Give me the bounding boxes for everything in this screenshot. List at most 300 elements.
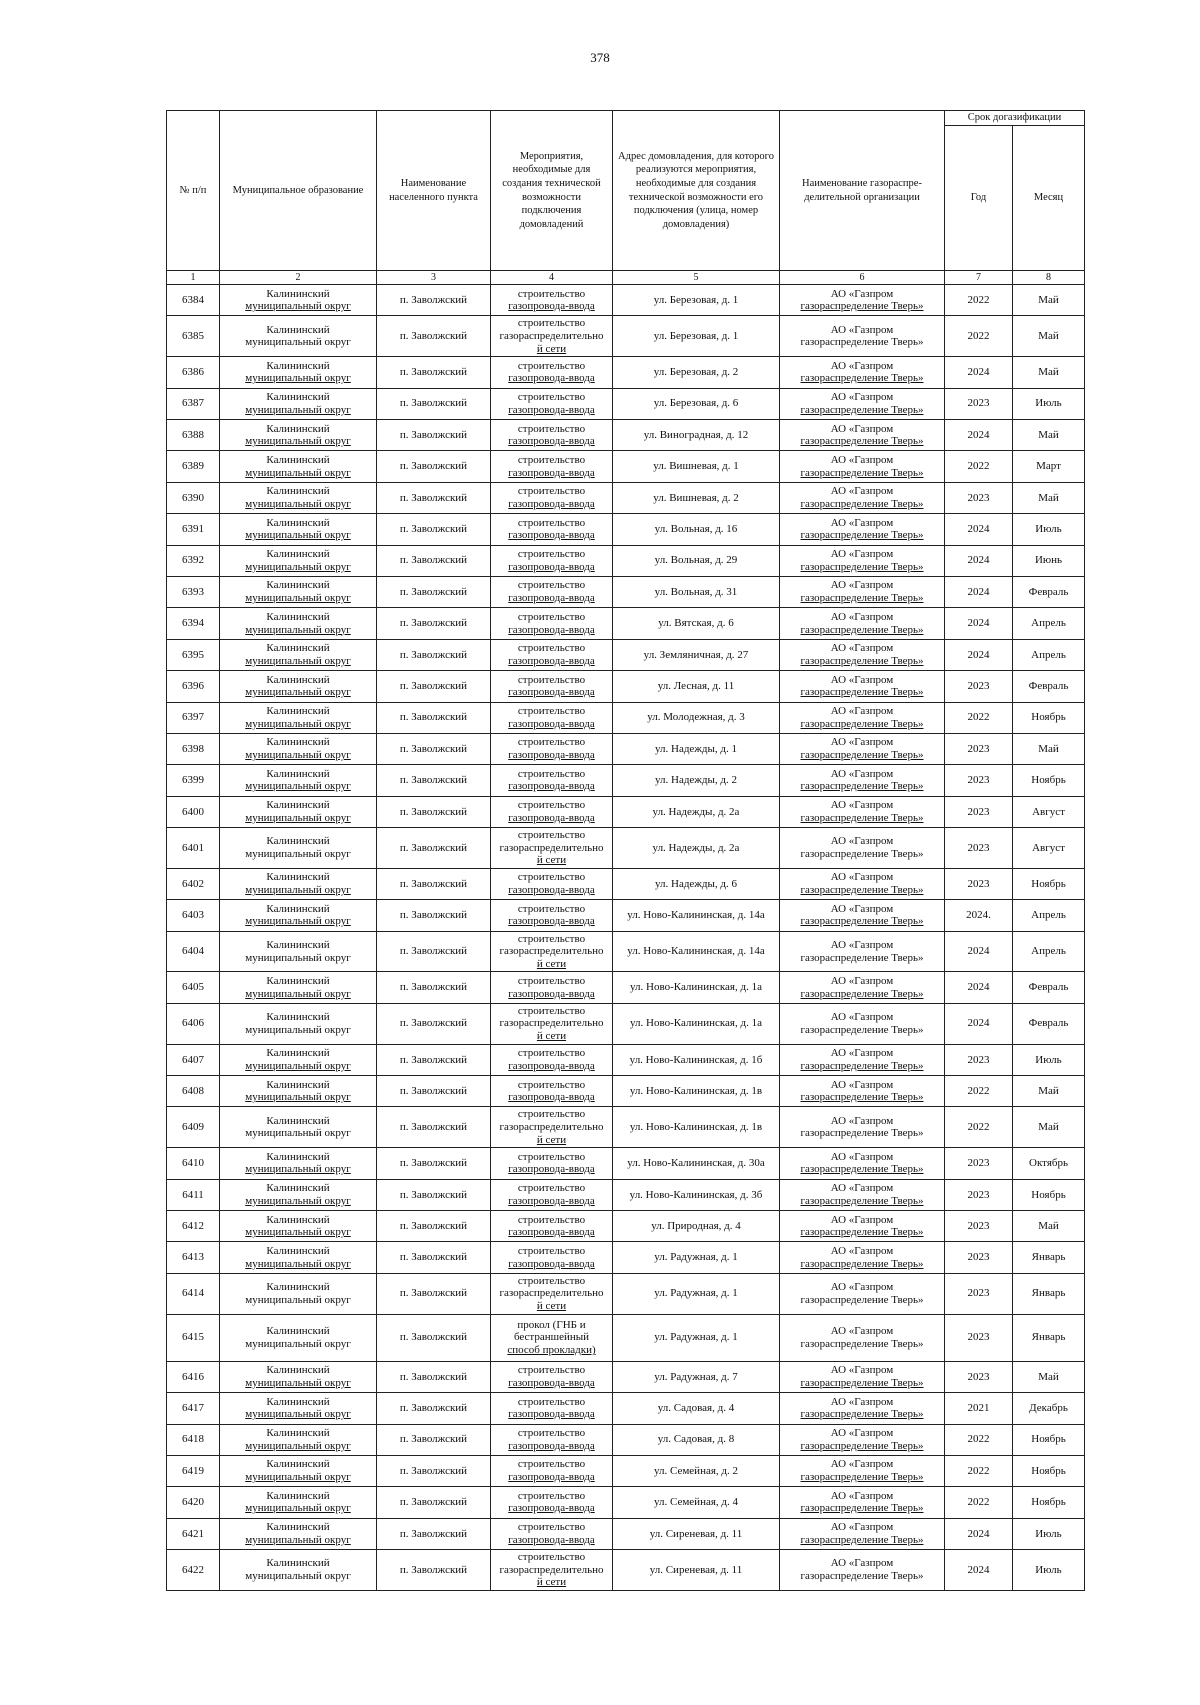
column-number: 6: [780, 271, 945, 285]
year-cell: 2024: [945, 576, 1013, 607]
measure-line: газопровода-ввода: [508, 1408, 595, 1421]
municipality-line: муниципальный округ: [245, 951, 351, 964]
measure-line: строительство: [517, 548, 586, 561]
address-cell: ул. Молодежная, д. 3: [613, 702, 780, 733]
organization-line: АО «Газпром: [830, 516, 894, 529]
municipality-cell: [220, 608, 377, 639]
organization-line: газораспределение Тверь»: [800, 951, 924, 964]
organization-line: газораспределение Тверь»: [800, 1163, 924, 1176]
measure-cell: [491, 1076, 613, 1107]
address-cell: ул. Семейная, д. 2: [613, 1455, 780, 1486]
month-cell: Апрель: [1013, 900, 1085, 931]
organization-line: АО «Газпром: [830, 871, 894, 884]
municipality-line: Калининский: [266, 1364, 330, 1377]
table-row: [167, 608, 1085, 639]
organization-line: АО «Газпром: [830, 1427, 894, 1440]
month-cell: Апрель: [1013, 608, 1085, 639]
measure-cell: [491, 1148, 613, 1179]
organization-line: АО «Газпром: [830, 1078, 894, 1091]
row-number: 6389: [167, 451, 220, 482]
row-number: 6415: [167, 1314, 220, 1361]
year-cell: 2023: [945, 733, 1013, 764]
table-row: [167, 1424, 1085, 1455]
measure-cell: [491, 1003, 613, 1044]
organization-line: газораспределение Тверь»: [800, 1091, 924, 1104]
locality-cell: п. Заволжский: [377, 514, 491, 545]
year-cell: 2024: [945, 931, 1013, 972]
organization-line: АО «Газпром: [830, 705, 894, 718]
measure-line: строительство: [517, 1458, 586, 1471]
municipality-line: муниципальный округ: [245, 1023, 351, 1036]
municipality-cell: [220, 765, 377, 796]
year-cell: 2024: [945, 1518, 1013, 1549]
organization-line: газораспределение Тверь»: [800, 435, 924, 448]
year-cell: 2023: [945, 796, 1013, 827]
municipality-line: муниципальный округ: [245, 987, 351, 1000]
municipality-line: муниципальный округ: [245, 1091, 351, 1104]
municipality-cell: [220, 733, 377, 764]
address-cell: ул. Радужная, д. 7: [613, 1361, 780, 1392]
month-cell: Ноябрь: [1013, 868, 1085, 899]
measure-line: строительство: [517, 975, 586, 988]
municipality-line: Калининский: [266, 1281, 330, 1294]
municipality-line: Калининский: [266, 705, 330, 718]
measure-cell: [491, 1211, 613, 1242]
measure-cell: [491, 1424, 613, 1455]
address-cell: ул. Ново-Калининская, д. 30а: [613, 1148, 780, 1179]
measure-line: строительство: [517, 1274, 586, 1287]
organization-line: газораспределение Тверь»: [800, 1408, 924, 1421]
year-cell: 2023: [945, 388, 1013, 419]
municipality-line: муниципальный округ: [245, 403, 351, 416]
organization-line: АО «Газпром: [830, 1213, 894, 1226]
locality-cell: п. Заволжский: [377, 1361, 491, 1392]
measure-cell: [491, 576, 613, 607]
table-row: [167, 1273, 1085, 1314]
organization-cell: [780, 1242, 945, 1273]
year-cell: 2024: [945, 1550, 1013, 1591]
table-row: [167, 482, 1085, 513]
municipality-cell: [220, 451, 377, 482]
month-cell: Май: [1013, 1361, 1085, 1392]
measure-cell: [491, 1179, 613, 1210]
organization-line: АО «Газпром: [830, 799, 894, 812]
locality-cell: п. Заволжский: [377, 357, 491, 388]
measure-line: газораспределительно: [499, 1563, 604, 1576]
organization-line: АО «Газпром: [830, 1244, 894, 1257]
address-cell: ул. Семейная, д. 4: [613, 1487, 780, 1518]
organization-line: АО «Газпром: [830, 835, 894, 848]
measure-line: строительство: [517, 1551, 586, 1564]
measure-line: строительство: [517, 359, 586, 372]
address-cell: ул. Вольная, д. 16: [613, 514, 780, 545]
municipality-line: муниципальный округ: [245, 686, 351, 699]
municipality-cell: [220, 796, 377, 827]
municipality-line: Калининский: [266, 1395, 330, 1408]
measure-cell: [491, 1314, 613, 1361]
month-cell: Октябрь: [1013, 1148, 1085, 1179]
table-row: [167, 765, 1085, 796]
organization-line: АО «Газпром: [830, 1395, 894, 1408]
table-row: [167, 1487, 1085, 1518]
organization-line: АО «Газпром: [830, 1557, 894, 1570]
row-number: 6416: [167, 1361, 220, 1392]
measure-cell: [491, 1242, 613, 1273]
locality-cell: п. Заволжский: [377, 733, 491, 764]
measure-line: газопровода-ввода: [508, 1533, 595, 1546]
municipality-cell: [220, 702, 377, 733]
measure-line: газораспределительно: [499, 1121, 604, 1134]
row-number: 6393: [167, 576, 220, 607]
measure-line: газопровода-ввода: [508, 300, 595, 313]
month-cell: Апрель: [1013, 639, 1085, 670]
measure-line: строительство: [517, 642, 586, 655]
locality-cell: п. Заволжский: [377, 1455, 491, 1486]
measure-line: строительство: [517, 317, 586, 330]
organization-cell: [780, 451, 945, 482]
measure-line: й сети: [536, 1030, 567, 1043]
month-cell: Май: [1013, 316, 1085, 357]
locality-cell: п. Заволжский: [377, 828, 491, 869]
measure-line: газораспределительно: [499, 945, 604, 958]
organization-cell: [780, 796, 945, 827]
municipality-cell: [220, 1211, 377, 1242]
table-row: [167, 671, 1085, 702]
measure-line: газораспределительно: [499, 329, 604, 342]
year-cell: 2022: [945, 451, 1013, 482]
year-cell: 2022: [945, 285, 1013, 316]
municipality-cell: [220, 419, 377, 450]
organization-cell: [780, 828, 945, 869]
organization-line: газораспределение Тверь»: [800, 1502, 924, 1515]
municipality-line: муниципальный округ: [245, 1439, 351, 1452]
municipality-line: муниципальный округ: [245, 466, 351, 479]
locality-cell: п. Заволжский: [377, 1424, 491, 1455]
table-row: [167, 316, 1085, 357]
municipality-cell: [220, 868, 377, 899]
measure-line: газораспределительно: [499, 1287, 604, 1300]
table-row: [167, 1314, 1085, 1361]
measure-cell: [491, 1518, 613, 1549]
organization-cell: [780, 1107, 945, 1148]
measure-line: газопровода-ввода: [508, 623, 595, 636]
address-cell: ул. Надежды, д. 2а: [613, 796, 780, 827]
municipality-line: муниципальный округ: [245, 1257, 351, 1270]
locality-cell: п. Заволжский: [377, 576, 491, 607]
month-cell: Май: [1013, 357, 1085, 388]
row-number: 6422: [167, 1550, 220, 1591]
row-number: 6398: [167, 733, 220, 764]
municipality-line: муниципальный округ: [245, 435, 351, 448]
measure-line: строительство: [517, 799, 586, 812]
locality-cell: п. Заволжский: [377, 1076, 491, 1107]
municipality-line: муниципальный округ: [245, 1471, 351, 1484]
locality-cell: п. Заволжский: [377, 1242, 491, 1273]
address-cell: ул. Надежды, д. 2: [613, 765, 780, 796]
organization-cell: [780, 1518, 945, 1549]
month-cell: Ноябрь: [1013, 1179, 1085, 1210]
measure-line: газопровода-ввода: [508, 1194, 595, 1207]
organization-cell: [780, 514, 945, 545]
address-cell: ул. Вольная, д. 29: [613, 545, 780, 576]
table-row: [167, 451, 1085, 482]
organization-line: АО «Газпром: [830, 323, 894, 336]
organization-line: газораспределение Тверь»: [800, 372, 924, 385]
measure-line: газопровода-ввода: [508, 811, 595, 824]
measure-cell: [491, 482, 613, 513]
organization-cell: [780, 576, 945, 607]
municipality-line: муниципальный округ: [245, 1533, 351, 1546]
row-number: 6410: [167, 1148, 220, 1179]
column-number: 8: [1013, 271, 1085, 285]
municipality-line: муниципальный округ: [245, 717, 351, 730]
organization-cell: [780, 316, 945, 357]
measure-line: газопровода-ввода: [508, 1226, 595, 1239]
organization-line: АО «Газпром: [830, 453, 894, 466]
year-cell: 2024: [945, 639, 1013, 670]
column-number: 2: [220, 271, 377, 285]
organization-line: АО «Газпром: [830, 767, 894, 780]
table-row: [167, 868, 1085, 899]
organization-line: газораспределение Тверь»: [800, 497, 924, 510]
year-cell: 2024: [945, 1003, 1013, 1044]
address-cell: ул. Вишневая, д. 2: [613, 482, 780, 513]
organization-line: газораспределение Тверь»: [800, 1533, 924, 1546]
municipality-cell: [220, 1242, 377, 1273]
measure-line: строительство: [517, 871, 586, 884]
measure-cell: [491, 733, 613, 764]
row-number: 6386: [167, 357, 220, 388]
measure-line: газопровода-ввода: [508, 915, 595, 928]
year-cell: 2023: [945, 828, 1013, 869]
year-cell: 2023: [945, 1314, 1013, 1361]
measure-line: й сети: [536, 342, 567, 355]
organization-line: АО «Газпром: [830, 485, 894, 498]
month-cell: Февраль: [1013, 671, 1085, 702]
month-cell: Февраль: [1013, 1003, 1085, 1044]
organization-line: газораспределение Тверь»: [800, 623, 924, 636]
municipality-line: Калининский: [266, 1047, 330, 1060]
measure-line: газопровода-ввода: [508, 1439, 595, 1452]
locality-cell: п. Заволжский: [377, 972, 491, 1003]
measure-line: газопровода-ввода: [508, 592, 595, 605]
municipality-line: Калининский: [266, 1521, 330, 1534]
month-cell: Ноябрь: [1013, 1487, 1085, 1518]
year-cell: 2024: [945, 608, 1013, 639]
table-row: [167, 1107, 1085, 1148]
municipality-line: муниципальный округ: [245, 300, 351, 313]
address-cell: ул. Березовая, д. 6: [613, 388, 780, 419]
organization-line: АО «Газпром: [830, 902, 894, 915]
municipality-line: Калининский: [266, 835, 330, 848]
municipality-cell: [220, 357, 377, 388]
organization-line: АО «Газпром: [830, 1047, 894, 1060]
organization-line: газораспределение Тверь»: [800, 1570, 924, 1583]
municipality-line: муниципальный округ: [245, 1376, 351, 1389]
locality-cell: п. Заволжский: [377, 1003, 491, 1044]
municipality-line: муниципальный округ: [245, 654, 351, 667]
year-cell: 2022: [945, 1076, 1013, 1107]
municipality-line: муниципальный округ: [245, 1226, 351, 1239]
row-number: 6399: [167, 765, 220, 796]
row-number: 6411: [167, 1179, 220, 1210]
organization-line: газораспределение Тверь»: [800, 1226, 924, 1239]
measure-line: строительство: [517, 1047, 586, 1060]
measure-cell: [491, 1044, 613, 1075]
row-number: 6419: [167, 1455, 220, 1486]
municipality-cell: [220, 388, 377, 419]
locality-cell: п. Заволжский: [377, 900, 491, 931]
year-cell: 2024: [945, 545, 1013, 576]
municipality-line: муниципальный округ: [245, 1293, 351, 1306]
measure-line: строительство: [517, 736, 586, 749]
address-cell: ул. Вятская, д. 6: [613, 608, 780, 639]
row-number: 6414: [167, 1273, 220, 1314]
organization-line: газораспределение Тверь»: [800, 1257, 924, 1270]
municipality-cell: [220, 1550, 377, 1591]
row-number: 6397: [167, 702, 220, 733]
organization-line: АО «Газпром: [830, 736, 894, 749]
month-cell: Июль: [1013, 514, 1085, 545]
measure-line: газопровода-ввода: [508, 884, 595, 897]
municipality-line: Калининский: [266, 938, 330, 951]
municipality-cell: [220, 514, 377, 545]
table-row: [167, 1518, 1085, 1549]
organization-line: АО «Газпром: [830, 548, 894, 561]
year-cell: 2023: [945, 482, 1013, 513]
municipality-line: муниципальный округ: [245, 623, 351, 636]
year-cell: 2023: [945, 765, 1013, 796]
table-row: [167, 1455, 1085, 1486]
municipality-line: муниципальный округ: [245, 592, 351, 605]
row-number: 6405: [167, 972, 220, 1003]
measure-cell: [491, 639, 613, 670]
measure-line: газопровода-ввода: [508, 1091, 595, 1104]
locality-cell: п. Заволжский: [377, 671, 491, 702]
municipality-line: муниципальный округ: [245, 811, 351, 824]
organization-line: АО «Газпром: [830, 673, 894, 686]
municipality-line: Калининский: [266, 1325, 330, 1338]
organization-cell: [780, 702, 945, 733]
column-number: 4: [491, 271, 613, 285]
municipality-line: Калининский: [266, 736, 330, 749]
measure-line: газопровода-ввода: [508, 717, 595, 730]
measure-cell: [491, 388, 613, 419]
measure-cell: [491, 608, 613, 639]
measure-line: газопровода-ввода: [508, 686, 595, 699]
year-cell: 2024.: [945, 900, 1013, 931]
measure-cell: [491, 514, 613, 545]
organization-cell: [780, 765, 945, 796]
measure-line: газопровода-ввода: [508, 403, 595, 416]
address-cell: ул. Ново-Калининская, д. 14а: [613, 931, 780, 972]
measure-line: газопровода-ввода: [508, 1257, 595, 1270]
organization-cell: [780, 1455, 945, 1486]
locality-cell: п. Заволжский: [377, 608, 491, 639]
measure-line: строительство: [517, 579, 586, 592]
table-row: [167, 1044, 1085, 1075]
measure-line: й сети: [536, 1576, 567, 1589]
municipality-line: муниципальный округ: [245, 497, 351, 510]
organization-cell: [780, 1148, 945, 1179]
measure-line: газопровода-ввода: [508, 1163, 595, 1176]
municipality-line: муниципальный округ: [245, 1570, 351, 1583]
address-cell: ул. Надежды, д. 1: [613, 733, 780, 764]
table-row: [167, 1003, 1085, 1044]
measure-cell: [491, 1107, 613, 1148]
month-cell: Ноябрь: [1013, 765, 1085, 796]
month-cell: Август: [1013, 828, 1085, 869]
municipality-cell: [220, 1393, 377, 1424]
address-cell: ул. Ново-Калининская, д. 1а: [613, 1003, 780, 1044]
organization-line: АО «Газпром: [830, 1458, 894, 1471]
organization-cell: [780, 1487, 945, 1518]
organization-line: газораспределение Тверь»: [800, 987, 924, 1000]
organization-cell: [780, 1314, 945, 1361]
organization-line: АО «Газпром: [830, 391, 894, 404]
row-number: 6392: [167, 545, 220, 576]
measure-line: строительство: [517, 767, 586, 780]
measure-line: газопровода-ввода: [508, 372, 595, 385]
organization-cell: [780, 419, 945, 450]
locality-cell: п. Заволжский: [377, 868, 491, 899]
municipality-cell: [220, 576, 377, 607]
locality-cell: п. Заволжский: [377, 1518, 491, 1549]
locality-cell: п. Заволжский: [377, 1148, 491, 1179]
locality-cell: п. Заволжский: [377, 1550, 491, 1591]
measure-line: газопровода-ввода: [508, 497, 595, 510]
locality-cell: п. Заволжский: [377, 796, 491, 827]
address-cell: ул. Ново-Калининская, д. 14а: [613, 900, 780, 931]
municipality-line: Калининский: [266, 579, 330, 592]
measure-line: строительство: [517, 902, 586, 915]
header-measures: Мероприятия, необходимые для создания технической возможности подключения домовладений: [491, 111, 613, 271]
month-cell: Май: [1013, 733, 1085, 764]
measure-line: газопровода-ввода: [508, 435, 595, 448]
locality-cell: п. Заволжский: [377, 702, 491, 733]
measure-cell: [491, 900, 613, 931]
organization-line: газораспределение Тверь»: [800, 717, 924, 730]
measure-line: строительство: [517, 705, 586, 718]
organization-line: газораспределение Тверь»: [800, 1471, 924, 1484]
address-cell: ул. Радужная, д. 1: [613, 1314, 780, 1361]
municipality-line: Калининский: [266, 359, 330, 372]
measure-line: строительство: [517, 453, 586, 466]
year-cell: 2024: [945, 514, 1013, 545]
municipality-line: муниципальный округ: [245, 749, 351, 762]
measure-line: строительство: [517, 1395, 586, 1408]
locality-cell: п. Заволжский: [377, 1179, 491, 1210]
municipality-line: Калининский: [266, 287, 330, 300]
measure-line: строительство: [517, 287, 586, 300]
measure-line: строительство: [517, 1213, 586, 1226]
year-cell: 2021: [945, 1393, 1013, 1424]
row-number: 6395: [167, 639, 220, 670]
year-cell: 2022: [945, 1455, 1013, 1486]
address-cell: ул. Природная, д. 4: [613, 1211, 780, 1242]
measure-line: газопровода-ввода: [508, 1059, 595, 1072]
row-number: 6407: [167, 1044, 220, 1075]
locality-cell: п. Заволжский: [377, 1107, 491, 1148]
organization-line: АО «Газпром: [830, 975, 894, 988]
organization-line: АО «Газпром: [830, 579, 894, 592]
measure-cell: [491, 1273, 613, 1314]
municipality-cell: [220, 545, 377, 576]
locality-cell: п. Заволжский: [377, 1044, 491, 1075]
municipality-line: Калининский: [266, 767, 330, 780]
municipality-line: Калининский: [266, 871, 330, 884]
organization-line: газораспределение Тверь»: [800, 1293, 924, 1306]
